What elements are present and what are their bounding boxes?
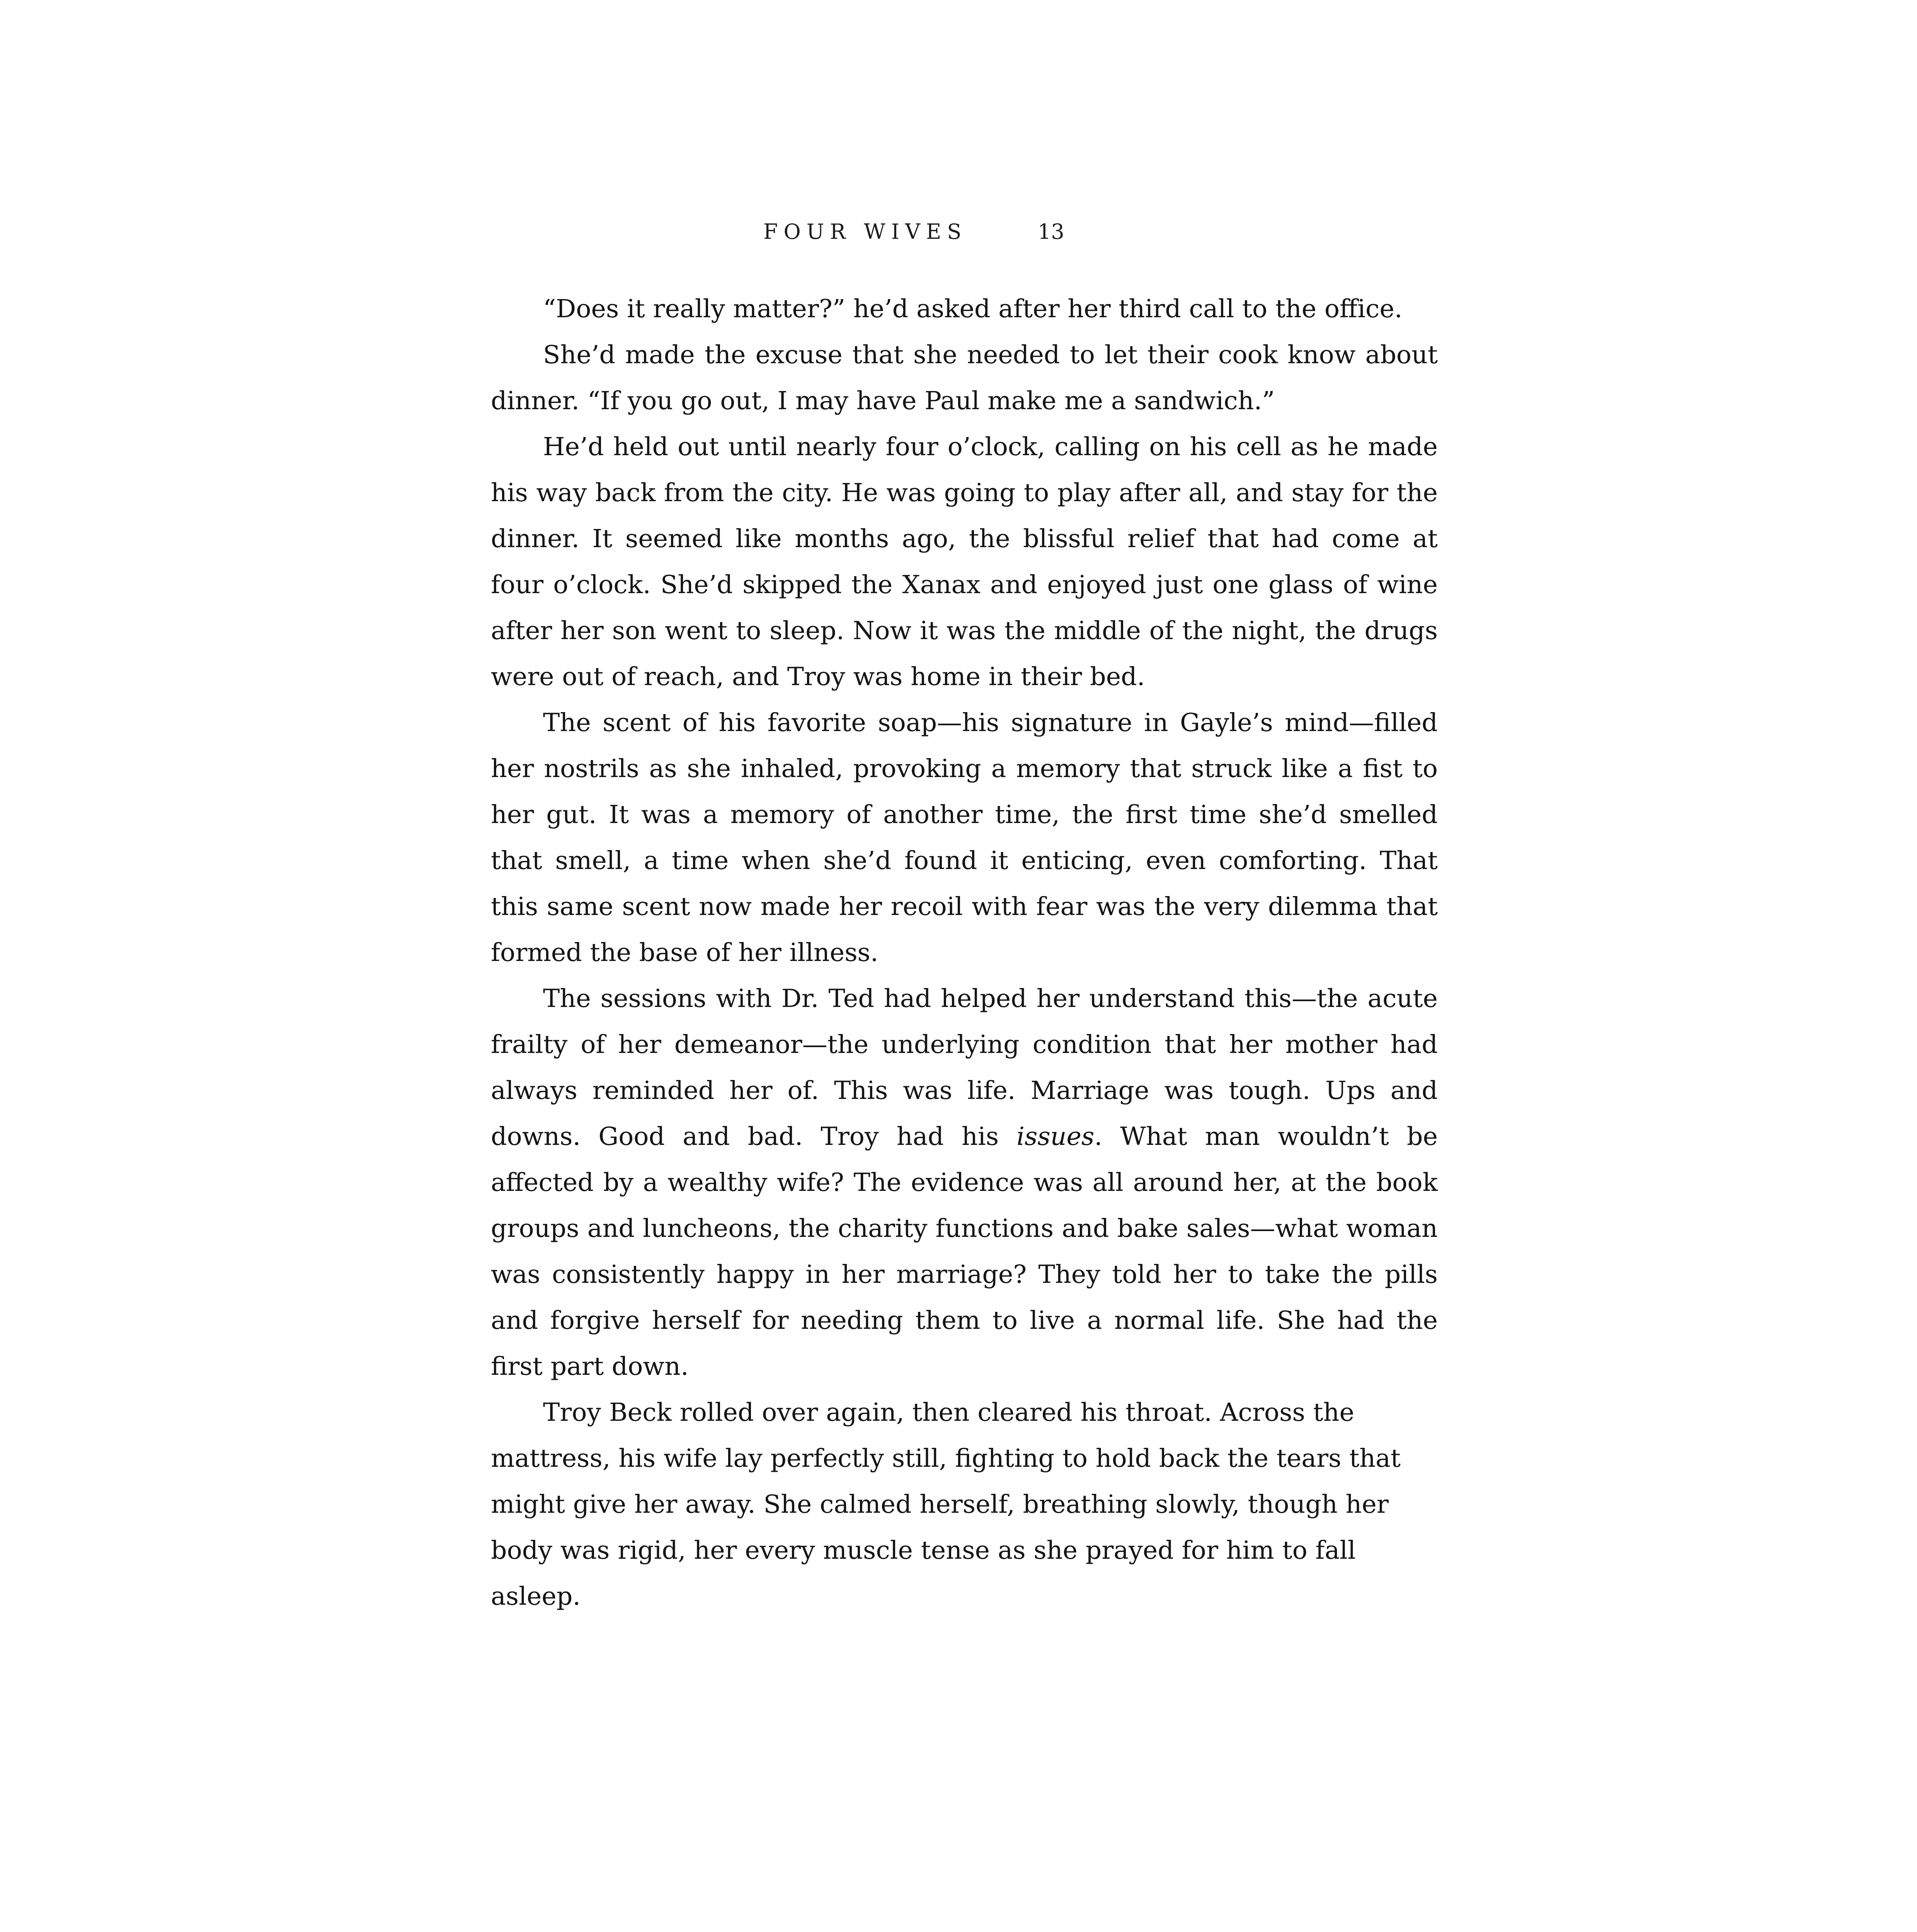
paragraph: He’d held out until nearly four o’clock, calling on his cell as he made his way back from the city. He was going to play after all, and stay for the dinner. It seemed like months ago, the blissful relief that had come at four o’clock. She’d skipped the Xanax and enjoyed just one glass of wine after her son went to sleep. Now it was the middle of the night, the drugs were out of reach, and Troy was home in their bed. — [491, 432, 1438, 691]
running-title: FOUR WIVES — [763, 219, 967, 244]
page-number: 13 — [1038, 219, 1064, 244]
paragraph: Troy Beck rolled over again, then cleared his throat. Across the mattress, his wife lay perfectly still, fighting to hold back the tears that might give her away. She calmed herself, breathing slowly, though her body was rigid, her every muscle tense as she prayed for him to fall asleep. — [491, 1398, 1401, 1611]
running-head — [491, 214, 1438, 249]
paragraph: “Does it really matter?” he’d asked after her third call to the office. — [543, 294, 1403, 323]
paragraph: The scent of his favorite soap—his signature in Gayle’s mind—filled her nostrils as she inhaled, provoking a memory that struck like a fist to her gut. It was a memory of another time, the first time she’d smelled that smell, a time when she’d found it enticing, even comforting. That this same scent now made her recoil with fear was the very dilemma that formed the base of her illness. — [491, 708, 1438, 967]
paragraph: She’d made the excuse that she needed to let their cook know about dinner. “If you go out, I may have Paul make me a sandwich.” — [491, 340, 1438, 415]
paragraph — [491, 976, 1438, 1389]
body-text — [491, 286, 1438, 1619]
paragraph-text: The sessions with Dr. Ted had helped her understand this—the acute frailty of her demeanor—the underlying condition that her mother had always reminded her of. This was life. Marriage was tough. Ups and downs. Good and bad. Troy had his — [491, 984, 1438, 1151]
paragraph-text: . What man wouldn’t be affected by a wealthy wife? The evidence was all around her, at the book groups and luncheons, the charity functions and bake sales—what woman was consistently happy in her marriage? They told her to take the pills and forgive herself for needing them to live a normal life. She had the first part down. — [491, 1122, 1438, 1381]
emphasized-word: issues — [1016, 1122, 1095, 1151]
